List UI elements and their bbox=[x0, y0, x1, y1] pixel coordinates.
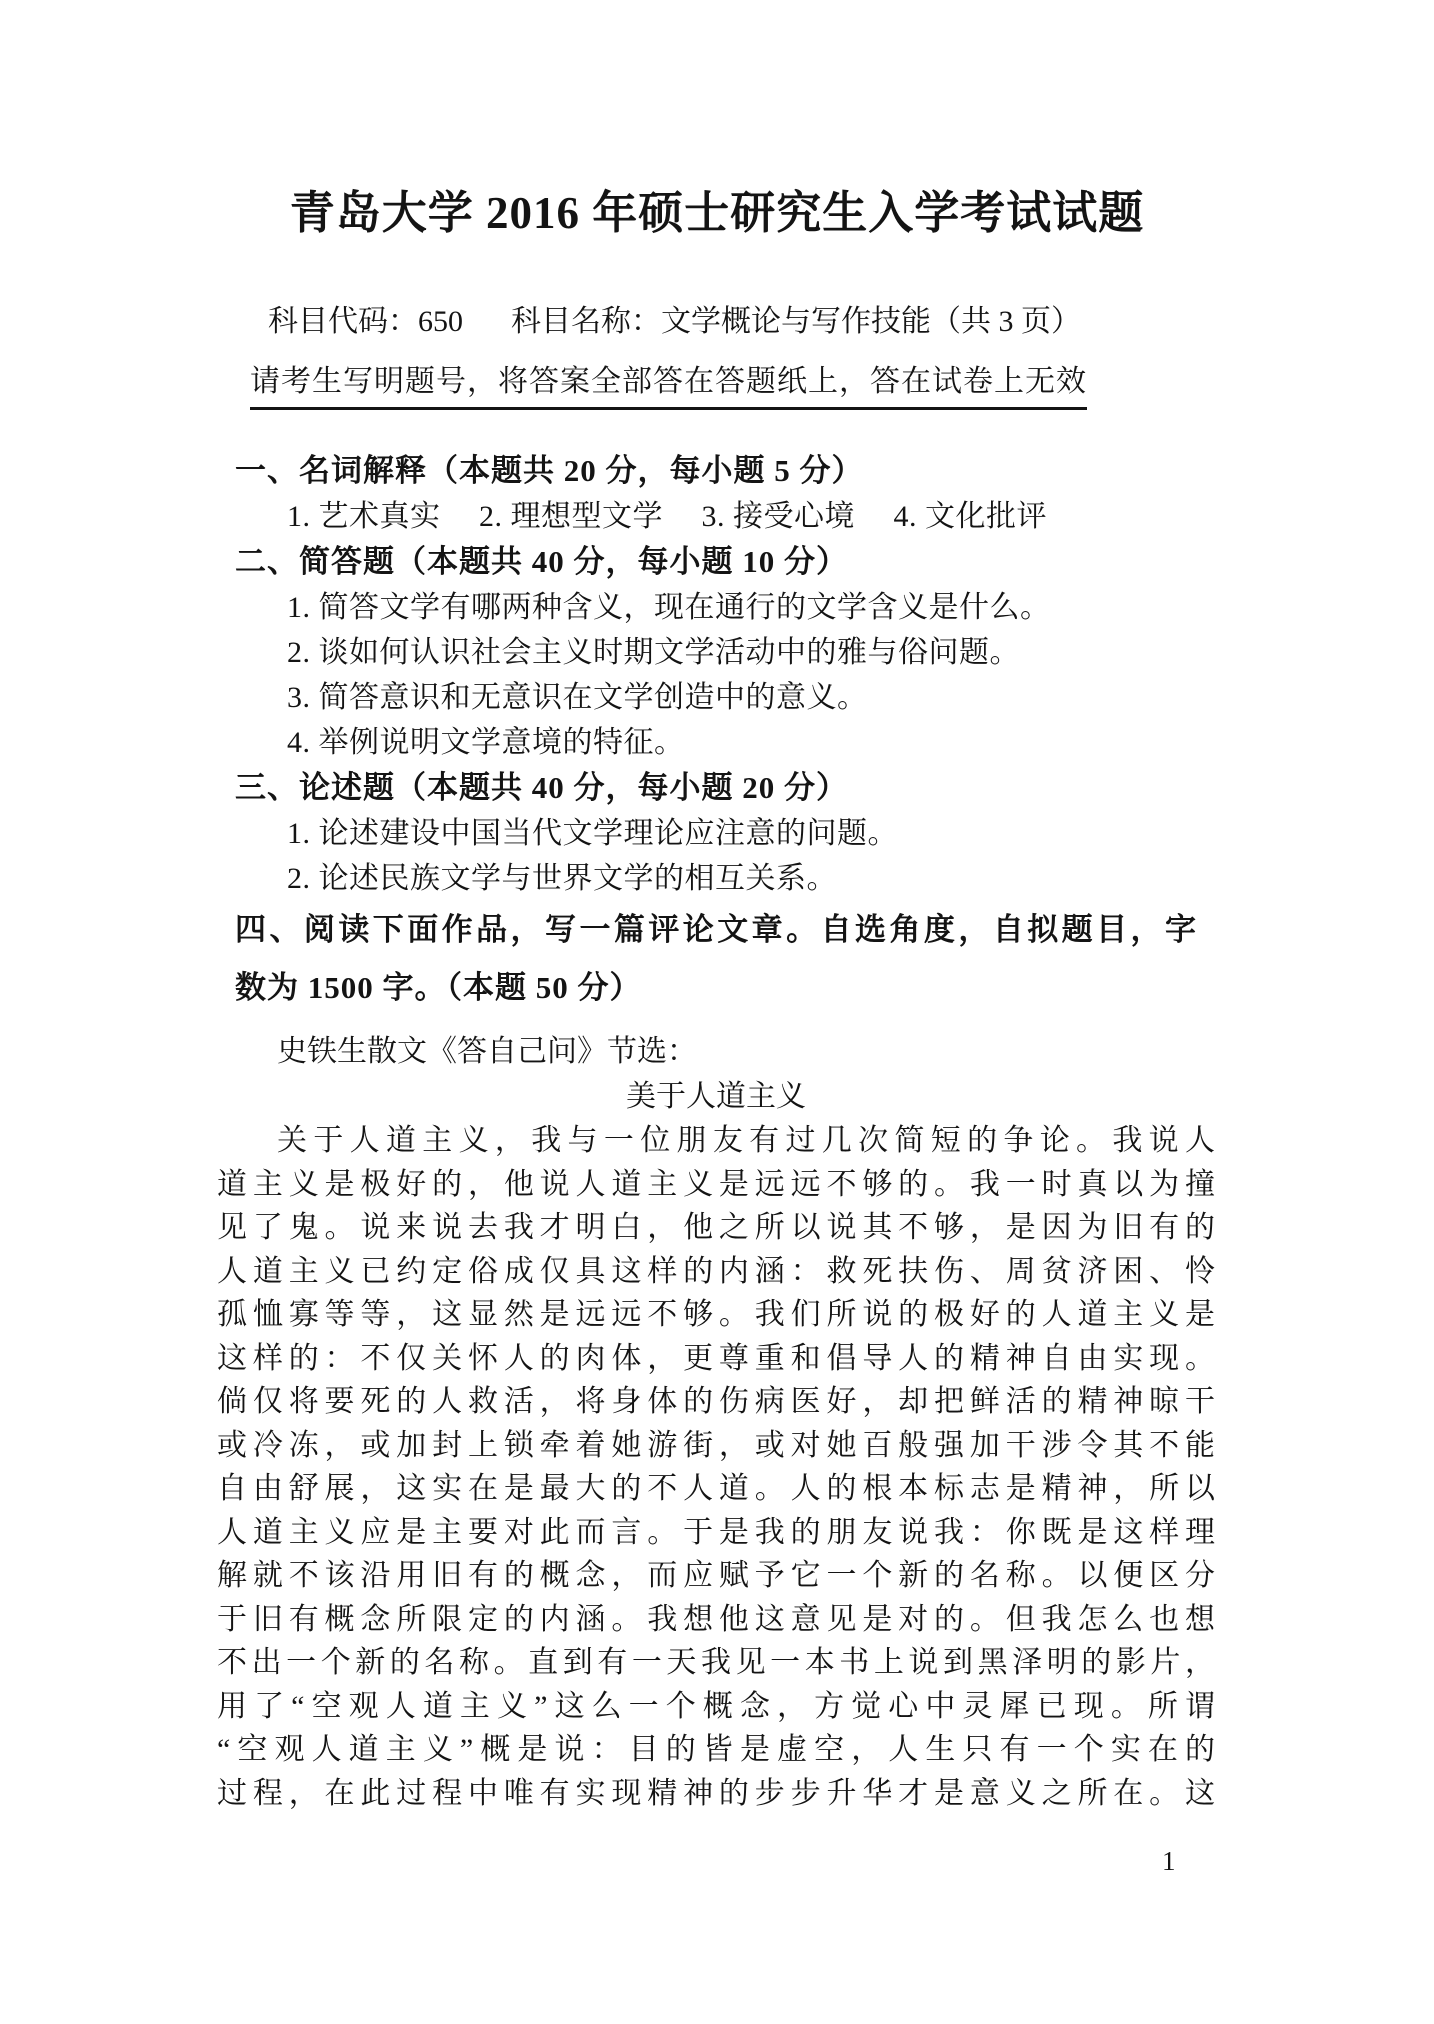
excerpt-line: 过程，在此过程中唯有实现精神的步步升华才是意义之所在。这 bbox=[217, 1776, 1215, 1810]
excerpt-line: “空观人道主义”概是说：目的皆是虚空，人生只有一个实在的 bbox=[217, 1733, 1215, 1766]
excerpt-line: 自由舒展，这实在是最大的不人道。人的根本标志是精神，所以 bbox=[217, 1472, 1215, 1505]
excerpt-line: 倘仅将要死的人救活，将身体的伤病医好，却把鲜活的精神晾干 bbox=[217, 1385, 1215, 1418]
excerpt-line: 用了“空观人道主义”这么一个概念，方觉心中灵犀已现。所谓 bbox=[217, 1689, 1215, 1723]
section-3-heading: 三、论述题（本题共 40 分，每小题 20 分） bbox=[235, 770, 848, 805]
section-1-terms: 1. 艺术真实 2. 理想型文学 3. 接受心境 4. 文化批评 bbox=[287, 500, 1047, 533]
excerpt-line: 孤恤寡等等，这显然是远远不够。我们所说的极好的人道主义是 bbox=[217, 1298, 1215, 1331]
page-title: 青岛大学 2016 年硕士研究生入学考试试题 bbox=[289, 188, 1145, 238]
essay-excerpt bbox=[217, 1119, 1215, 1815]
subject-meta bbox=[268, 296, 1081, 340]
answer-notice: 请考生写明题号，将答案全部答在答题纸上，答在试卷上无效 bbox=[250, 356, 1087, 410]
excerpt-line: 关于人道主义，我与一位朋友有过几次简短的争论。我说人 bbox=[277, 1124, 1215, 1157]
excerpt-line: 人道主义已约定俗成仅具这样的内涵：救死扶伤、周贫济困、怜 bbox=[217, 1254, 1215, 1288]
section-3-question-1: 1. 论述建设中国当代文学理论应注意的问题。 bbox=[287, 817, 898, 850]
excerpt-line: 人道主义应是主要对此而言。于是我的朋友说我：你既是这样理 bbox=[217, 1515, 1215, 1549]
section-2-question-2: 2. 谈如何认识社会主义时期文学活动中的雅与俗问题。 bbox=[287, 636, 1020, 669]
excerpt-line: 见了鬼。说来说去我才明白，他之所以说其不够，是因为旧有的 bbox=[217, 1211, 1215, 1244]
exam-body bbox=[217, 448, 1215, 1815]
section-3-question-2: 2. 论述民族文学与世界文学的相互关系。 bbox=[287, 862, 837, 895]
excerpt-line: 道主义是极好的，他说人道主义是远远不够的。我一时真以为撞 bbox=[217, 1167, 1215, 1201]
excerpt-line: 或冷冻，或加封上锁牵着她游街，或对她百般强加干涉令其不能 bbox=[217, 1428, 1215, 1462]
excerpt-line: 不出一个新的名称。直到有一天我见一本书上说到黑泽明的影片， bbox=[217, 1646, 1215, 1679]
essay-title: 美于人道主义 bbox=[626, 1080, 806, 1113]
excerpt-line: 解就不该沿用旧有的概念，而应赋予它一个新的名称。以便区分 bbox=[217, 1559, 1215, 1592]
subject-code: 科目代码：650 bbox=[268, 305, 463, 338]
section-2-question-3: 3. 简答意识和无意识在文学创造中的意义。 bbox=[287, 681, 868, 714]
section-2-heading: 二、简答题（本题共 40 分，每小题 10 分） bbox=[235, 544, 848, 579]
section-2-question-4: 4. 举例说明文学意境的特征。 bbox=[287, 726, 685, 759]
excerpt-line: 于旧有概念所限定的内涵。我想他这意见是对的。但我怎么也想 bbox=[217, 1602, 1215, 1636]
section-1-heading: 一、名词解释（本题共 20 分，每小题 5 分） bbox=[235, 453, 864, 488]
section-2-question-1: 1. 简答文学有哪两种含义，现在通行的文学含义是什么。 bbox=[287, 591, 1051, 624]
section-4-heading-line-1: 四、阅读下面作品，写一篇评论文章。自选角度，自拟题目，字 bbox=[235, 912, 1197, 947]
page-number: 1 bbox=[1162, 1846, 1176, 1876]
essay-source-intro: 史铁生散文《答自己问》节选： bbox=[277, 1035, 697, 1068]
subject-name: 科目名称：文学概论与写作技能（共 3 页） bbox=[511, 305, 1081, 338]
section-4-heading-line-2: 数为 1500 字。（本题 50 分） bbox=[235, 970, 642, 1005]
excerpt-line: 这样的：不仅关怀人的肉体，更尊重和倡导人的精神自由实现。 bbox=[217, 1341, 1215, 1375]
